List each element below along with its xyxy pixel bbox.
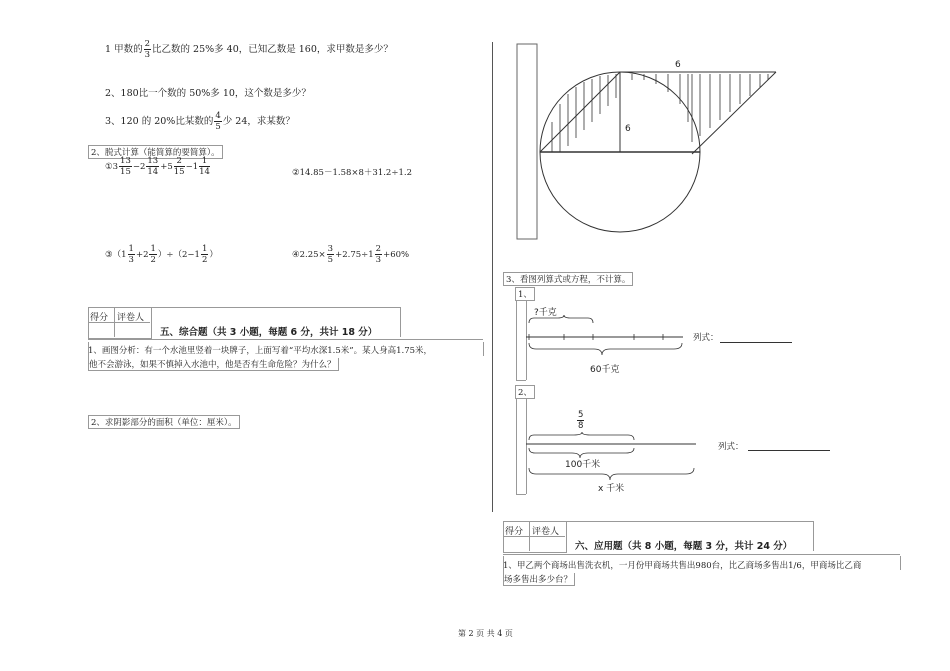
left-q1-pre: 1 甲数的 (105, 44, 143, 55)
shaded-area-figure (512, 42, 782, 247)
frac-numerator: 2 (144, 39, 150, 49)
d2-formula-line (748, 450, 830, 451)
frac-denominator: 2 (201, 254, 208, 265)
frac-numerator: 1 (201, 244, 208, 254)
d2-diagram (526, 432, 701, 482)
left-q3-post: 少 24，求某数？ (222, 116, 295, 127)
left-q2: 2、180比一个数的 50%多 10，这个数是多少？ (105, 88, 311, 99)
calc-4-frac-1 (327, 245, 334, 264)
d2-label: 2、 (515, 385, 535, 399)
frac-numerator: 3 (327, 244, 334, 254)
column-divider (492, 42, 493, 512)
d1-label: 1、 (515, 287, 535, 301)
section6-rule (503, 554, 900, 555)
figure-diagonal-right (692, 72, 776, 154)
left-q3-pre: 3、120 的 20%比某数的 (105, 116, 214, 127)
frac-denominator: 2 (150, 254, 156, 265)
calc-4-post: +60% (383, 250, 410, 260)
left-q1-post: 比乙数的 25%多 40，已知乙数是 160，求甲数是多少？ (152, 44, 393, 55)
frac-denominator: 3 (375, 254, 382, 265)
frac-denominator: 14 (199, 166, 210, 177)
section5-title: 五、综合题（共 3 小题，每题 6 分，共计 18 分） (160, 327, 378, 338)
calc-1-op-2: +5 (160, 162, 173, 172)
calc-3-pre: ③（1 (105, 250, 127, 260)
frac-numerator: 1 (128, 244, 134, 254)
section6-title-rightline (813, 521, 814, 551)
d1-unknown: ?千克 (534, 308, 557, 318)
calc-3-frac-3 (201, 245, 208, 264)
d1-formula-label: 列式： (693, 333, 719, 343)
section5-title-topline (150, 307, 400, 308)
calc-1-op-3: −1 (185, 162, 199, 172)
s5-q1-leftline (88, 342, 89, 371)
section6-title: 六、应用题（共 8 小题，每题 3 分，共计 24 分） (575, 541, 793, 552)
frac-numerator: 2 (174, 157, 185, 167)
section5-score-divider-v (114, 307, 115, 337)
d1-bottom-brace (529, 343, 682, 355)
calc-3-frac-2 (149, 245, 156, 264)
calc-4 (292, 245, 409, 264)
d1-side-bar-bottom (516, 380, 526, 381)
calc-4-frac-2 (375, 245, 382, 264)
frac-denominator: 5 (215, 121, 221, 132)
calc-4-pre: ④2.25× (292, 250, 326, 260)
frac-numerator: 13 (147, 156, 159, 166)
s5-q1-rightline (483, 342, 484, 356)
section5-score-label: 得分 (90, 313, 109, 323)
d2-total: x 千米 (598, 484, 625, 494)
s6-q1-line2: 场多售出多少台？ (503, 573, 575, 586)
s5-q1-line1: 1、画图分析：有一个水池里竖着一块牌子，上面写着“平均水深1.5米”。某人身高1.75米， (88, 346, 433, 356)
d2-side-bar (516, 398, 517, 494)
q3-title: 3、看图列算式或方程，不计算。 (503, 272, 633, 286)
d2-frac (576, 410, 585, 430)
figure-diagonal-left (540, 72, 620, 152)
figure-side-bar (517, 44, 537, 239)
section6-score-divider-v (529, 521, 530, 551)
s6-q1-rightline (900, 556, 901, 570)
frac-numerator: 5 (578, 410, 584, 420)
frac-denominator: 3 (144, 49, 150, 60)
d1-diagram (526, 315, 686, 365)
calc-3-post: ） (209, 250, 218, 260)
section5-rule (88, 339, 483, 340)
left-q1 (105, 40, 393, 59)
calc-3-op-1: +2 (135, 250, 149, 260)
figure-label-mid: 6 (625, 124, 631, 134)
d2-part: 100千米 (565, 460, 601, 470)
d2-top-brace (529, 432, 634, 440)
calc-1-frac-2 (146, 157, 159, 176)
calc-1 (105, 157, 211, 176)
frac-denominator: 15 (120, 166, 131, 177)
frac-denominator: 15 (173, 166, 185, 177)
figure-hatch-right (632, 74, 768, 142)
d1-formula-line (720, 342, 792, 343)
section6-reviewer-label: 评卷人 (532, 527, 560, 537)
calc-1-frac-1 (119, 157, 132, 176)
calc-3 (105, 245, 218, 264)
d2-bottom-brace (529, 468, 694, 480)
s6-q1-line1: 1、甲乙两个商场出售洗衣机，一月份甲商场共售出980台，比乙商场多售出1/6，甲商场比乙商 (503, 561, 862, 571)
d1-side-bar (516, 300, 517, 380)
frac-numerator: 2 (375, 244, 382, 254)
section5-reviewer-label: 评卷人 (117, 313, 145, 323)
frac-numerator: 1 (199, 157, 210, 167)
d1-top-brace (529, 315, 593, 323)
calc-3-frac-1 (128, 245, 135, 264)
calc-3-mid: ）÷（2−1 (157, 250, 200, 260)
calc-1-frac-4 (199, 157, 210, 176)
frac-denominator: 5 (327, 254, 334, 265)
page-footer: 第 2 页 共 4 页 (458, 629, 513, 638)
d2-frac-value (577, 411, 584, 430)
calc-2: ②14.85－1.58×8＋31.2÷1.2 (292, 168, 412, 178)
d1-total: 60千克 (590, 365, 620, 375)
d2-formula-label: 列式： (718, 442, 744, 452)
calc-title: 2、脱式计算（能简算的要简算）。 (88, 145, 223, 159)
left-q3 (105, 112, 295, 131)
left-q1-frac (144, 40, 151, 59)
section6-score-label: 得分 (505, 527, 524, 537)
frac-denominator: 3 (128, 254, 134, 265)
section6-title-topline (565, 521, 813, 522)
calc-1-frac-3 (174, 157, 185, 176)
frac-numerator: 4 (215, 111, 221, 121)
s6-q1-leftline (503, 556, 504, 585)
calc-1-label: ①3 (105, 162, 119, 172)
s5-q2: 2、求阴影部分的面积（单位：厘米）。 (88, 415, 240, 429)
section5-title-rightline (400, 307, 401, 337)
frac-denominator: 8 (578, 420, 584, 431)
frac-numerator: 13 (120, 156, 131, 166)
d2-side-bar-bottom (516, 494, 526, 495)
calc-4-op-1: +2.75÷1 (335, 250, 374, 260)
s5-q1-line2: 他不会游泳，如果不慎掉入水池中，他是否有生命危险？为什么？ (88, 358, 339, 371)
frac-numerator: 1 (150, 244, 156, 254)
left-q3-frac (214, 112, 221, 131)
calc-1-op-1: −2 (132, 162, 146, 172)
figure-label-top: 6 (675, 60, 681, 70)
frac-denominator: 14 (147, 166, 159, 177)
